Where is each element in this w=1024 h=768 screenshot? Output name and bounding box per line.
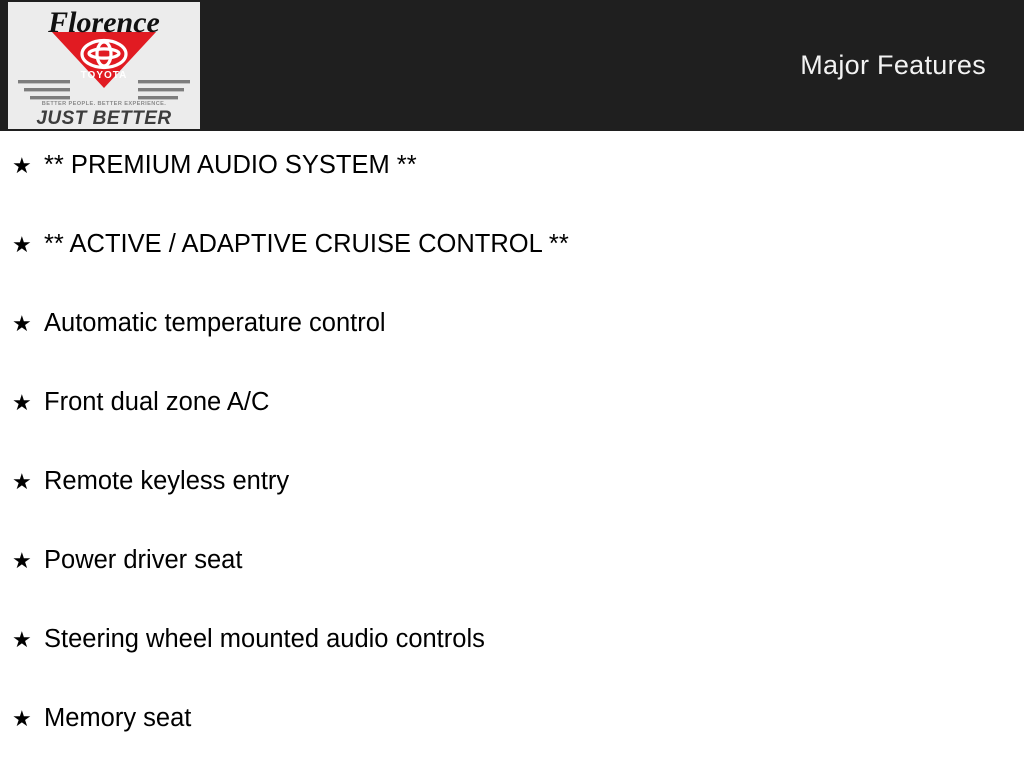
page-title: Major Features [800,50,986,80]
list-item [0,232,1024,311]
star-icon: ★ [12,232,32,257]
star-icon: ★ [12,469,32,494]
list-item [0,311,1024,390]
svg-text:Florence: Florence [48,6,160,39]
feature-label: Steering wheel mounted audio controls [44,625,485,653]
star-icon: ★ [12,153,32,178]
feature-label: Automatic temperature control [44,309,386,337]
list-item [0,627,1024,706]
florence-toyota-logo [8,2,200,129]
feature-label: Memory seat [44,704,192,732]
svg-text:BETTER PEOPLE. BETTER EXPERIEN: BETTER PEOPLE. BETTER EXPERIENCE. [41,101,167,107]
logo-artwork [8,2,200,129]
list-item [0,706,1024,768]
star-icon: ★ [12,627,32,652]
list-item [0,469,1024,548]
feature-label: Front dual zone A/C [44,388,270,416]
page-header [0,0,1024,131]
list-item [0,153,1024,232]
list-item [0,548,1024,627]
feature-label: Power driver seat [44,546,243,574]
major-features-list [0,131,1024,768]
feature-label: ** ACTIVE / ADAPTIVE CRUISE CONTROL ** [44,230,569,258]
feature-label: ** PREMIUM AUDIO SYSTEM ** [44,151,417,179]
star-icon: ★ [12,311,32,336]
star-icon: ★ [12,548,32,573]
feature-label: Remote keyless entry [44,467,290,495]
star-icon: ★ [12,706,32,731]
list-item [0,390,1024,469]
svg-text:JUST BETTER: JUST BETTER [36,108,172,129]
svg-text:TOYOTA: TOYOTA [80,70,128,81]
star-icon: ★ [12,390,32,415]
